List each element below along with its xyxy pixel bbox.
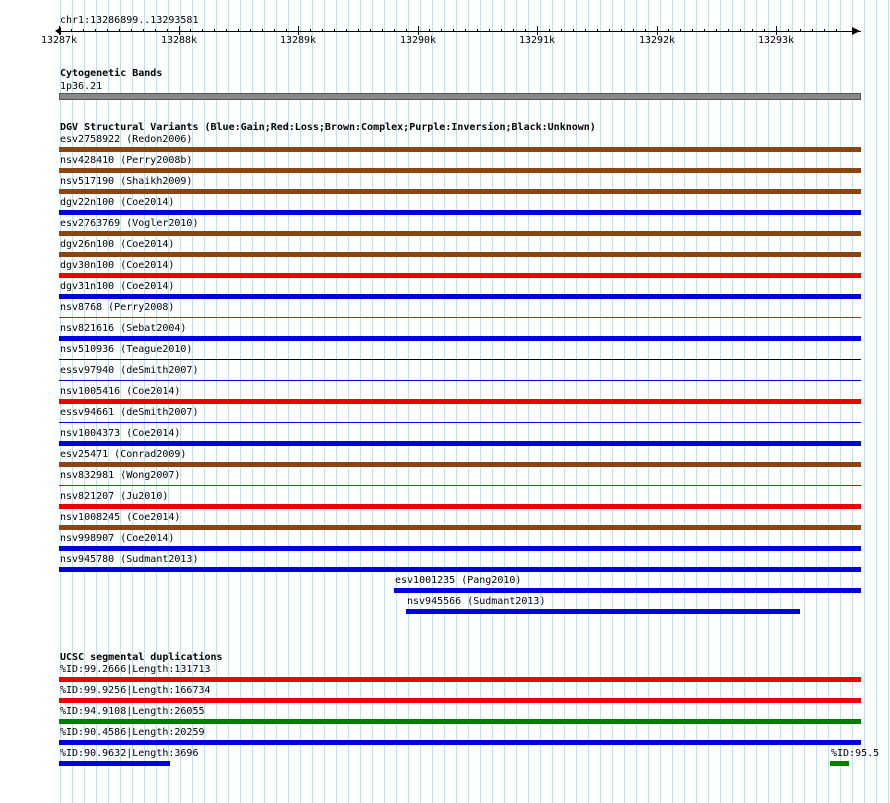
dgv-variant-bar[interactable]	[59, 336, 861, 341]
ruler-minor-tick	[214, 29, 215, 32]
segdup-label: %ID:95.5	[831, 748, 880, 759]
ruler-minor-tick	[597, 29, 598, 32]
ruler-minor-tick	[358, 29, 359, 32]
dgv-variant-label: dgv26n100 (Coe2014)	[60, 239, 175, 250]
dgv-track-title: DGV Structural Variants (Blue:Gain;Red:Loss;Brown:Complex;Purple:Inversion;Black:Unknown)	[60, 122, 596, 133]
dgv-variant-bar[interactable]	[59, 441, 861, 446]
dgv-variant-bar[interactable]	[59, 462, 861, 467]
ruler-minor-tick	[83, 29, 84, 32]
position-label: chr1:13286899..13293581	[60, 15, 199, 26]
dgv-variant-label: nsv8768 (Perry2008)	[60, 302, 175, 313]
ruler-minor-tick	[95, 29, 96, 32]
dgv-variant-label: nsv998907 (Coe2014)	[60, 533, 175, 544]
ruler-minor-tick	[406, 29, 407, 32]
ruler-minor-tick	[609, 29, 610, 32]
cytoband-label: 1p36.21	[60, 81, 103, 92]
ruler-minor-tick	[704, 29, 705, 32]
ruler-tick-label: 13292k	[638, 35, 676, 46]
dgv-variant-bar[interactable]	[59, 210, 861, 215]
ruler-major-tick	[537, 26, 538, 35]
dgv-variant-label: esv1001235 (Pang2010)	[395, 575, 522, 586]
grid-line	[864, 0, 865, 803]
dgv-variant-bar[interactable]	[59, 546, 861, 551]
ruler-minor-tick	[680, 29, 681, 32]
segdup-track-title: UCSC segmental duplications	[60, 652, 223, 663]
ruler-major-tick	[298, 26, 299, 35]
dgv-variant-bar[interactable]	[59, 273, 861, 278]
dgv-variant-label: esv2763769 (Vogler2010)	[60, 218, 199, 229]
dgv-variant-bar[interactable]	[59, 294, 861, 299]
dgv-variant-bar[interactable]	[59, 485, 861, 486]
ruler-left-arrow-icon[interactable]	[55, 27, 61, 35]
ruler-minor-tick	[716, 29, 717, 32]
ruler-minor-tick	[71, 29, 72, 32]
dgv-variant-label: nsv821616 (Sebat2004)	[60, 323, 187, 334]
ruler-minor-tick	[561, 29, 562, 32]
ruler-minor-tick	[143, 29, 144, 32]
ruler-tick-label: 13289k	[279, 35, 317, 46]
ruler-minor-tick	[131, 29, 132, 32]
ruler-minor-tick	[190, 29, 191, 32]
ruler-minor-tick	[824, 29, 825, 32]
dgv-variant-label: nsv945566 (Sudmant2013)	[407, 596, 546, 607]
dgv-variant-label: esv25471 (Conrad2009)	[60, 449, 187, 460]
segdup-bar[interactable]	[59, 761, 170, 766]
grid-line	[888, 0, 889, 803]
ruler-minor-tick	[645, 29, 646, 32]
dgv-variant-label: nsv428410 (Perry2008b)	[60, 155, 193, 166]
segdup-label: %ID:99.9256|Length:166734	[60, 685, 211, 696]
ruler-minor-tick	[441, 29, 442, 32]
dgv-variant-bar[interactable]	[59, 252, 861, 257]
ruler-minor-tick	[202, 29, 203, 32]
dgv-variant-bar[interactable]	[59, 525, 861, 530]
ruler-tick-label: 13287k	[40, 35, 78, 46]
ruler-minor-tick	[489, 29, 490, 32]
segdup-label: %ID:90.9632|Length:3696	[60, 748, 199, 759]
dgv-variant-bar[interactable]	[406, 609, 800, 614]
dgv-variant-label: nsv510936 (Teague2010)	[60, 344, 193, 355]
dgv-variant-bar[interactable]	[59, 189, 861, 194]
ruler-minor-tick	[549, 29, 550, 32]
ruler-major-tick	[59, 26, 60, 35]
segdup-bar[interactable]	[59, 740, 861, 745]
dgv-variant-label: essv97940 (deSmith2007)	[60, 365, 199, 376]
ruler-minor-tick	[800, 29, 801, 32]
ruler-minor-tick	[382, 29, 383, 32]
cytoband-track-title: Cytogenetic Bands	[60, 68, 163, 79]
dgv-variant-bar[interactable]	[59, 504, 861, 509]
segdup-bar[interactable]	[59, 698, 861, 703]
dgv-variant-label: nsv832981 (Wong2007)	[60, 470, 181, 481]
dgv-variant-label: dgv22n100 (Coe2014)	[60, 197, 175, 208]
ruler-major-tick	[418, 26, 419, 35]
cytoband-bar[interactable]	[59, 93, 861, 100]
ruler-minor-tick	[107, 29, 108, 32]
dgv-variant-bar[interactable]	[394, 588, 861, 593]
dgv-variant-bar[interactable]	[59, 168, 861, 173]
ruler-minor-tick	[812, 29, 813, 32]
segdup-bar[interactable]	[59, 677, 861, 682]
ruler-tick-label: 13291k	[518, 35, 556, 46]
ruler-minor-tick	[585, 29, 586, 32]
ruler-minor-tick	[477, 29, 478, 32]
ruler-minor-tick	[346, 29, 347, 32]
ruler-minor-tick	[334, 29, 335, 32]
ruler-minor-tick	[728, 29, 729, 32]
ruler-minor-tick	[167, 29, 168, 32]
ruler-minor-tick	[274, 29, 275, 32]
ruler-minor-tick	[250, 29, 251, 32]
dgv-variant-bar[interactable]	[59, 567, 861, 572]
ruler-major-tick	[657, 26, 658, 35]
ruler-minor-tick	[119, 29, 120, 32]
ruler-minor-tick	[286, 29, 287, 32]
ruler-minor-tick	[262, 29, 263, 32]
ruler-major-tick	[776, 26, 777, 35]
ruler-minor-tick	[513, 29, 514, 32]
ruler-minor-tick	[238, 29, 239, 32]
ruler-minor-tick	[429, 29, 430, 32]
ruler-minor-tick	[370, 29, 371, 32]
dgv-variant-label: nsv517190 (Shaikh2009)	[60, 176, 193, 187]
ruler-minor-tick	[525, 29, 526, 32]
dgv-variant-label: dgv31n100 (Coe2014)	[60, 281, 175, 292]
segdup-label: %ID:94.9108|Length:26055	[60, 706, 205, 717]
grid-line	[876, 0, 877, 803]
ruler-minor-tick	[836, 29, 837, 32]
ruler-tick-label: 13293k	[757, 35, 795, 46]
dgv-variant-bar[interactable]	[59, 317, 861, 318]
segdup-label: %ID:99.2666|Length:131713	[60, 664, 211, 675]
ruler-minor-tick	[573, 29, 574, 32]
dgv-variant-bar[interactable]	[59, 359, 861, 360]
dgv-variant-bar[interactable]	[59, 231, 861, 236]
ruler-minor-tick	[764, 29, 765, 32]
dgv-variant-label: essv94661 (deSmith2007)	[60, 407, 199, 418]
ruler-minor-tick	[668, 29, 669, 32]
dgv-variant-bar[interactable]	[59, 399, 861, 404]
dgv-variant-label: nsv1005416 (Coe2014)	[60, 386, 181, 397]
ruler-minor-tick	[633, 29, 634, 32]
dgv-variant-label: nsv1004373 (Coe2014)	[60, 428, 181, 439]
dgv-variant-bar[interactable]	[59, 147, 861, 152]
ruler-minor-tick	[501, 29, 502, 32]
ruler-minor-tick	[453, 29, 454, 32]
ruler-tick-label: 13288k	[160, 35, 198, 46]
dgv-variant-bar[interactable]	[59, 422, 861, 423]
ruler-right-arrow-icon[interactable]	[852, 27, 860, 35]
ruler-minor-tick	[394, 29, 395, 32]
segdup-bar[interactable]	[59, 719, 861, 724]
dgv-variant-label: dgv30n100 (Coe2014)	[60, 260, 175, 271]
ruler-minor-tick	[788, 29, 789, 32]
dgv-variant-bar[interactable]	[59, 380, 861, 381]
ruler-minor-tick	[465, 29, 466, 32]
dgv-variant-label: nsv1008245 (Coe2014)	[60, 512, 181, 523]
ruler-minor-tick	[752, 29, 753, 32]
ruler-minor-tick	[310, 29, 311, 32]
segdup-label: %ID:90.4586|Length:20259	[60, 727, 205, 738]
dgv-variant-label: esv2758922 (Redon2006)	[60, 134, 193, 145]
ruler-minor-tick	[226, 29, 227, 32]
ruler-minor-tick	[740, 29, 741, 32]
ruler-tick-label: 13290k	[399, 35, 437, 46]
ruler-minor-tick	[621, 29, 622, 32]
ruler-minor-tick	[155, 29, 156, 32]
ruler-minor-tick	[322, 29, 323, 32]
dgv-variant-label: nsv821207 (Ju2010)	[60, 491, 169, 502]
segdup-bar[interactable]	[830, 761, 849, 766]
ruler-minor-tick	[692, 29, 693, 32]
ruler-major-tick	[179, 26, 180, 35]
dgv-variant-label: nsv945780 (Sudmant2013)	[60, 554, 199, 565]
